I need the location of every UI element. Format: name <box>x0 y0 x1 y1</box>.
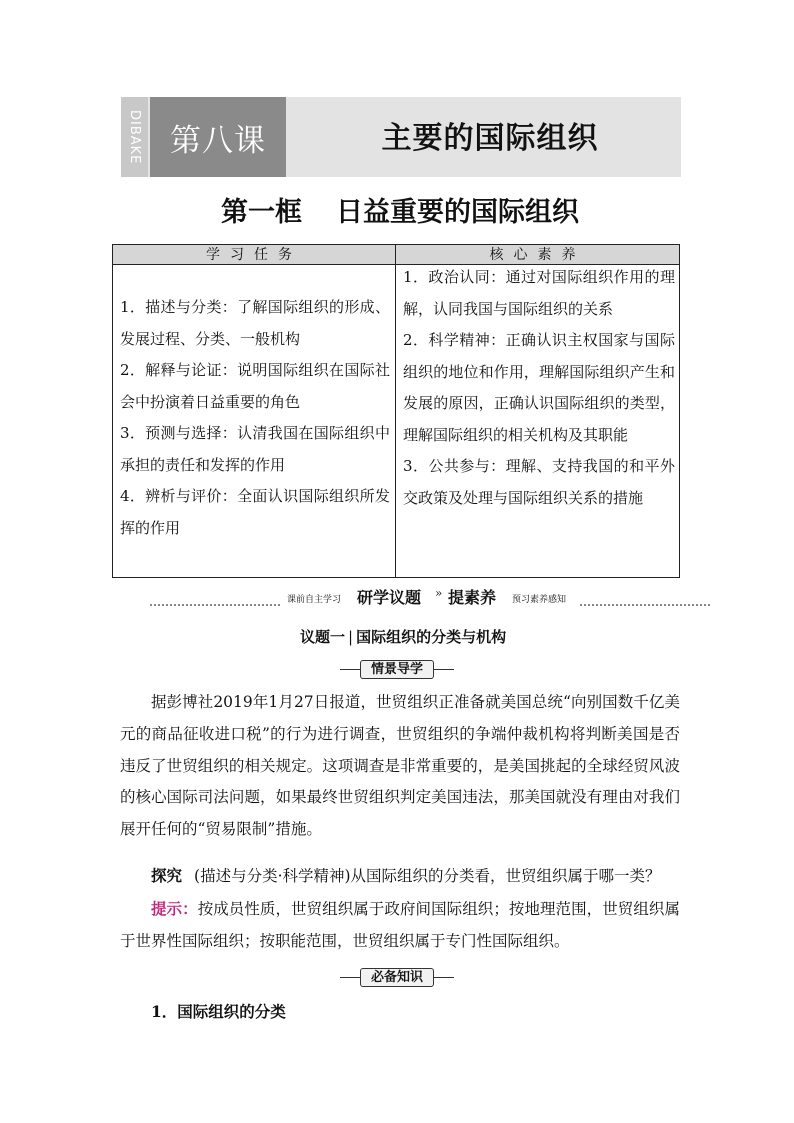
knowledge-label: 必备知识 <box>360 968 434 987</box>
hint-text: 按成员性质，世贸组织属于政府间国际组织；按地理范围，世贸组织属于世界性国际组织；按职能范围，世贸组织属于专门性国际组织。 <box>120 900 680 950</box>
frame-title <box>120 190 680 229</box>
strip-arrow-icon: » <box>435 586 443 600</box>
label-line <box>340 977 360 978</box>
explore-question <box>151 864 691 886</box>
tasks-cell <box>120 292 390 544</box>
frame-label: 第一框 <box>221 197 302 228</box>
strip-title-right: 提素养 <box>448 588 497 607</box>
lesson-label: 第八课 <box>150 97 286 177</box>
scene-label: 情景导学 <box>360 660 434 679</box>
table-header-tasks: 学习任务 <box>206 247 302 263</box>
lesson-title: 主要的国际组织 <box>381 121 599 156</box>
label-line <box>434 977 454 978</box>
literacy-item: 1．政治认同：通过对国际组织作用的理解，认同我国与国际组织的关系 <box>403 268 675 318</box>
knowledge-item: 1．国际组织的分类 <box>151 1002 286 1021</box>
literacy-item: 3．公共参与：理解、支持我国的和平外交政策及处理与国际组织关系的措施 <box>403 457 675 507</box>
literacy-item: 2．科学精神：正确认识主权国家与国际组织的地位和作用，理解国际组织产生和发展的原因，正确认识国际组织的类型，理解国际组织的相关机构及其职能 <box>403 331 675 444</box>
task-item: 4．辨析与评价：全面认识国际组织所发挥的作用 <box>120 487 390 537</box>
table-header-literacy: 核心素养 <box>489 247 586 263</box>
topic-title: 国际组织的分类与机构 <box>356 628 507 646</box>
label-line <box>434 669 454 670</box>
hint-label: 提示： <box>151 899 198 918</box>
task-item: 1．描述与分类：了解国际组织的形成、发展过程、分类、一般机构 <box>120 298 390 348</box>
topic-heading <box>300 626 506 647</box>
label-line <box>340 669 360 670</box>
explore-text: (描述与分类·科学精神)从国际组织的分类看，世贸组织属于哪一类？ <box>194 867 661 885</box>
hint-paragraph <box>120 893 680 958</box>
knowledge-label-box <box>0 967 794 987</box>
topic-separator: | <box>348 628 354 646</box>
side-label: DIBAKE <box>127 109 142 165</box>
scene-label-box <box>0 659 794 679</box>
explore-label: 探究 <box>151 866 183 885</box>
topic-label: 议题一 <box>300 628 346 646</box>
task-item: 3．预测与选择：认清我国在国际组织中承担的责任和发挥的作用 <box>120 424 390 474</box>
news-paragraph: 据彭博社2019年1月27日报道，世贸组织正准备就美国总统“向别国数千亿美元的商品征收进口税”的行为进行调查，世贸组织的争端仲裁机构将判断美国是否违反了世贸组织的相关规定。这项调查是非常重要的，是美国挑起的全球经贸风波的核心国际司法问题，如果最终世贸组织判定美国违法，那美国就没有理由对我们展开任何的“贸易限制”措施。 <box>120 693 680 839</box>
strip-caption-left: 课前自主学习 <box>287 595 342 605</box>
frame-heading: 日益重要的国际组织 <box>336 197 579 228</box>
table-column-divider <box>395 244 396 578</box>
strip-title-left: 研学议题 <box>357 588 422 607</box>
strip-caption-right: 预习素养感知 <box>512 595 567 605</box>
strip-divider-right <box>580 604 710 606</box>
strip-divider-left <box>150 604 280 606</box>
task-item: 2．解释与论证：说明国际组织在国际社会中扮演着日益重要的角色 <box>120 361 390 411</box>
literacy-cell <box>403 262 675 514</box>
